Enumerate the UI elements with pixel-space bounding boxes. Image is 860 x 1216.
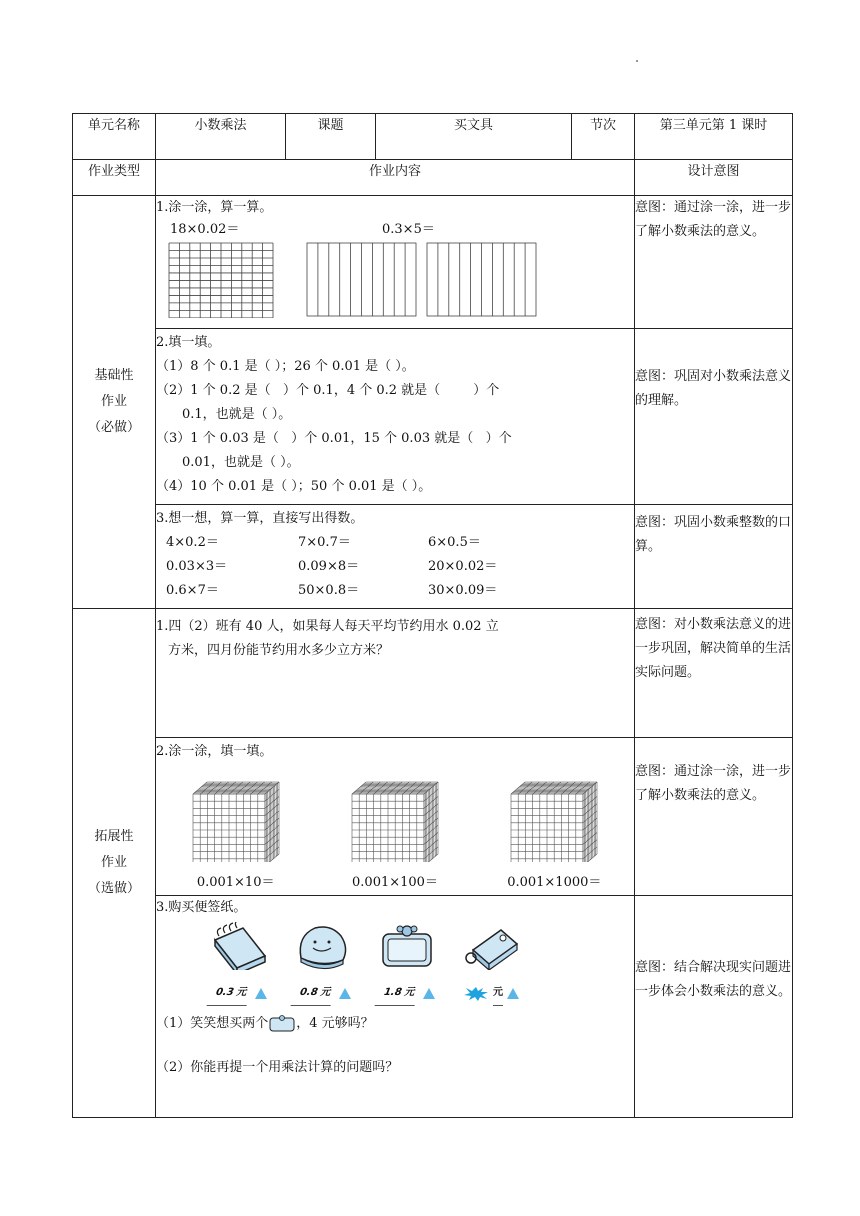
ext-q3-content xyxy=(156,896,635,1118)
cube-eq-2: 0.001×100＝ xyxy=(352,875,438,890)
basic-q2-title: 2.填一填。 xyxy=(156,335,221,350)
basic-q1-intent: 意图：通过涂一涂，进一步了解小数乘法的意义。 xyxy=(635,196,793,329)
basic-q1-title: 1.涂一涂，算一算。 xyxy=(156,200,273,215)
cube-icon xyxy=(187,768,285,862)
frame-note-icon-small xyxy=(268,1015,296,1033)
basic-q2-line4: （4）10 个 0.01 是（ ）；50 个 0.01 是（ ）。 xyxy=(156,479,432,494)
topic-value: 买文具 xyxy=(376,114,572,160)
starburst-icon xyxy=(463,987,489,1001)
q3-eq: 30×0.09＝ xyxy=(428,583,498,598)
basic-q3-title: 3.想一想，算一算，直接写出得数。 xyxy=(156,511,364,526)
basic-type-line2: 作业 xyxy=(100,394,127,409)
unit-label: 单元名称 xyxy=(73,114,156,160)
triangle-icon xyxy=(507,988,519,999)
basic-q1-row xyxy=(73,196,793,329)
q3-eq: 6×0.5＝ xyxy=(428,535,481,550)
q3-eq: 0.09×8＝ xyxy=(298,559,360,574)
strip-grid-2 xyxy=(426,242,538,318)
basic-q3-intent: 意图：巩固小数乘整数的口算。 xyxy=(635,505,793,609)
q3-eq: 0.03×3＝ xyxy=(166,559,228,574)
price-1: 0.3 元 xyxy=(206,981,255,1006)
basic-q2-line1: （1）8 个 0.1 是（ ）；26 个 0.01 是（ ）。 xyxy=(156,359,415,374)
price-4: 元 xyxy=(493,981,503,1006)
cube-item-2 xyxy=(346,768,444,895)
ext-q3-intent: 意图：结合解决现实问题进一步体会小数乘法的意义。 xyxy=(635,896,793,1118)
q3-eq: 20×0.02＝ xyxy=(428,559,498,574)
basic-q3-row xyxy=(73,505,793,609)
unit-value: 小数乘法 xyxy=(156,114,286,160)
ext-q2-content xyxy=(156,738,635,896)
basic-q1-eq2: 0.3×5＝ xyxy=(382,222,435,237)
basic-q2-intent: 意图：巩固对小数乘法意义的理解。 xyxy=(635,329,793,505)
cube-icon xyxy=(505,768,603,862)
basic-q2-content xyxy=(156,329,635,505)
shell-note-icon xyxy=(293,922,353,970)
item-ring-pad xyxy=(456,922,526,1006)
price-2: 0.8 元 xyxy=(290,981,339,1006)
ext-q2-row xyxy=(73,738,793,896)
col-type: 作业类型 xyxy=(73,160,156,196)
cube-item-3 xyxy=(505,768,603,895)
item-notepad xyxy=(204,922,274,1006)
section-label: 节次 xyxy=(572,114,635,160)
ext-q3-sub1a: （1）笑笑想买两个 xyxy=(156,1016,269,1031)
ext-q3-sub1b: ，4 元够吗？ xyxy=(296,1016,374,1031)
price-3: 1.8 元 xyxy=(374,981,423,1006)
ext-type-line1: 拓展性 xyxy=(94,829,134,844)
ext-type-line3: （选做） xyxy=(87,881,140,896)
triangle-icon xyxy=(339,988,351,999)
frame-note-icon xyxy=(377,922,437,970)
ext-q2-intent: 意图：通过涂一涂，进一步了解小数乘法的意义。 xyxy=(635,738,793,896)
q3-eq: 50×0.8＝ xyxy=(298,583,360,598)
header-row xyxy=(73,114,793,160)
grid-100-squares xyxy=(168,242,278,318)
basic-q1-content xyxy=(156,196,635,329)
basic-q2-line3b: 0.01，也就是（ ）。 xyxy=(182,455,300,470)
ext-q1-content xyxy=(156,609,635,738)
basic-q2-row xyxy=(73,329,793,505)
ext-q2-title: 2.涂一涂，填一填。 xyxy=(156,744,273,759)
ext-q1-line2: 方米，四月份能节约用水多少立方米？ xyxy=(168,643,390,658)
col-intent: 设计意图 xyxy=(635,160,793,196)
basic-q3-content xyxy=(156,505,635,609)
topic-label: 课题 xyxy=(286,114,376,160)
strip-grid-1 xyxy=(306,242,418,318)
ext-q3-sub2: （2）你能再提一个用乘法计算的问题吗？ xyxy=(156,1060,399,1075)
basic-type-line1: 基础性 xyxy=(94,368,134,383)
homework-table xyxy=(72,113,793,1118)
ext-q1-row xyxy=(73,609,793,738)
triangle-icon xyxy=(423,988,435,999)
basic-q2-line2a: （2）1 个 0.2 是（ ）个 0.1，4 个 0.2 就是（ ）个 xyxy=(156,383,500,398)
page-dot xyxy=(636,60,638,62)
basic-type-cell xyxy=(73,196,156,609)
q3-eq: 4×0.2＝ xyxy=(166,535,219,550)
ext-type-line2: 作业 xyxy=(100,855,127,870)
cube-icon xyxy=(346,768,444,862)
basic-q2-line3a: （3）1 个 0.03 是（ ）个 0.01，15 个 0.03 就是（ ）个 xyxy=(156,431,512,446)
ring-pad-icon xyxy=(461,922,521,970)
ext-q3-row xyxy=(73,896,793,1118)
item-frame xyxy=(372,922,442,1006)
cube-eq-1: 0.001×10＝ xyxy=(196,875,275,890)
ext-q3-title: 3.购买便签纸。 xyxy=(156,900,247,915)
notepad-icon xyxy=(209,922,269,970)
q3-eq: 7×0.7＝ xyxy=(298,535,351,550)
ext-q1-line1: 1.四（2）班有 40 人，如果每人每天平均节约用水 0.02 立 xyxy=(156,619,499,634)
ext-type-cell xyxy=(73,609,156,1118)
q3-eq: 0.6×7＝ xyxy=(166,583,219,598)
triangle-icon xyxy=(255,988,267,999)
cube-eq-3: 0.001×1000＝ xyxy=(507,875,602,890)
column-header-row xyxy=(73,160,793,196)
section-value: 第三单元第 1 课时 xyxy=(635,114,793,160)
col-content: 作业内容 xyxy=(156,160,635,196)
basic-type-line3: （必做） xyxy=(87,420,140,435)
cube-item-1 xyxy=(187,768,285,895)
ext-q1-intent: 意图：对小数乘法意义的进一步巩固，解决简单的生活实际问题。 xyxy=(635,609,793,738)
basic-q1-eq1: 18×0.02＝ xyxy=(170,222,240,237)
basic-q2-line2b: 0.1，也就是（ ）。 xyxy=(182,407,292,422)
item-shell xyxy=(288,922,358,1006)
